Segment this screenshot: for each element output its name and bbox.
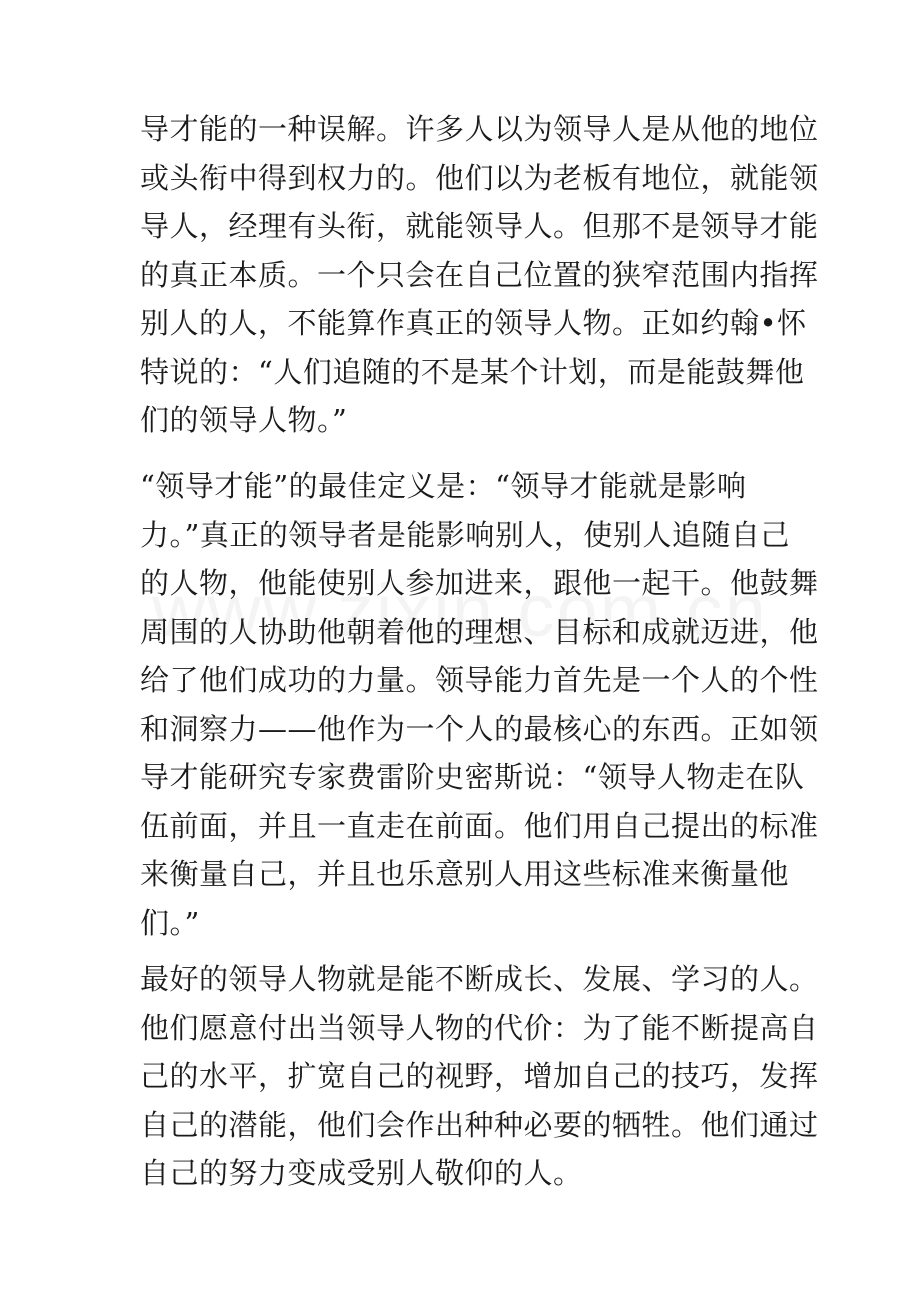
text-line: 们。” <box>140 905 200 940</box>
text-line: 力。”真正的领导者是能影响别人，使别人追随自己 <box>140 517 790 552</box>
paragraph-2 <box>140 462 819 947</box>
text-line: 和洞察力——他作为一个人的最核心的东西。正如领 <box>140 711 819 746</box>
text-line: 特说的：“人们追随的不是某个计划，而是能鼓舞他 <box>140 354 805 389</box>
text-line: 们的领导人物。” <box>140 403 348 437</box>
text-line: 他们愿意付出当领导人物的代价：为了能不断提高自 <box>140 1010 819 1045</box>
text-line: 的人物，他能使别人参加进来，跟他一起干。他鼓舞 <box>140 566 819 600</box>
text-line: 导才能研究专家费雷阶史密斯说：“领导人物走在队 <box>140 760 805 794</box>
text-line: 周围的人协助他朝着他的理想、目标和成就迈进，他 <box>140 614 819 649</box>
text-line: 来衡量自己，并且也乐意别人用这些标准来衡量他 <box>140 857 790 891</box>
text-line: 己的水平，扩宽自己的视野，增加自己的技巧，发挥 <box>140 1059 819 1093</box>
text-line: 自己的努力变成受别人敬仰的人。 <box>140 1156 583 1190</box>
paragraph-3 <box>140 955 819 1198</box>
text-line: 或头衔中得到权力的。他们以为老板有地位，就能领 <box>140 160 819 195</box>
text-line: 伍前面，并且一直走在前面。他们用自己提出的标准 <box>140 808 819 843</box>
text-line: 给了他们成功的力量。领导能力首先是一个人的个性 <box>140 663 819 697</box>
text-line: 导才能的一种误解。许多人以为领导人是从他的地位 <box>140 112 819 146</box>
text-line: 的真正本质。一个只会在自己位置的狭窄范围内指挥 <box>140 257 819 292</box>
text-line: 自己的潜能，他们会作出种种必要的牺牲。他们通过 <box>140 1107 819 1142</box>
paragraph-1 <box>140 105 819 445</box>
text-line: 最好的领导人物就是能不断成长、发展、学习的人。 <box>140 962 819 996</box>
text-line: “领导才能”的最佳定义是：“领导才能就是影响 <box>140 469 747 503</box>
text-line: 别人的人，不能算作真正的领导人物。正如约翰•怀 <box>140 306 807 340</box>
text-line: 导人，经理有头衔，就能领导人。但那不是领导才能 <box>140 209 819 243</box>
